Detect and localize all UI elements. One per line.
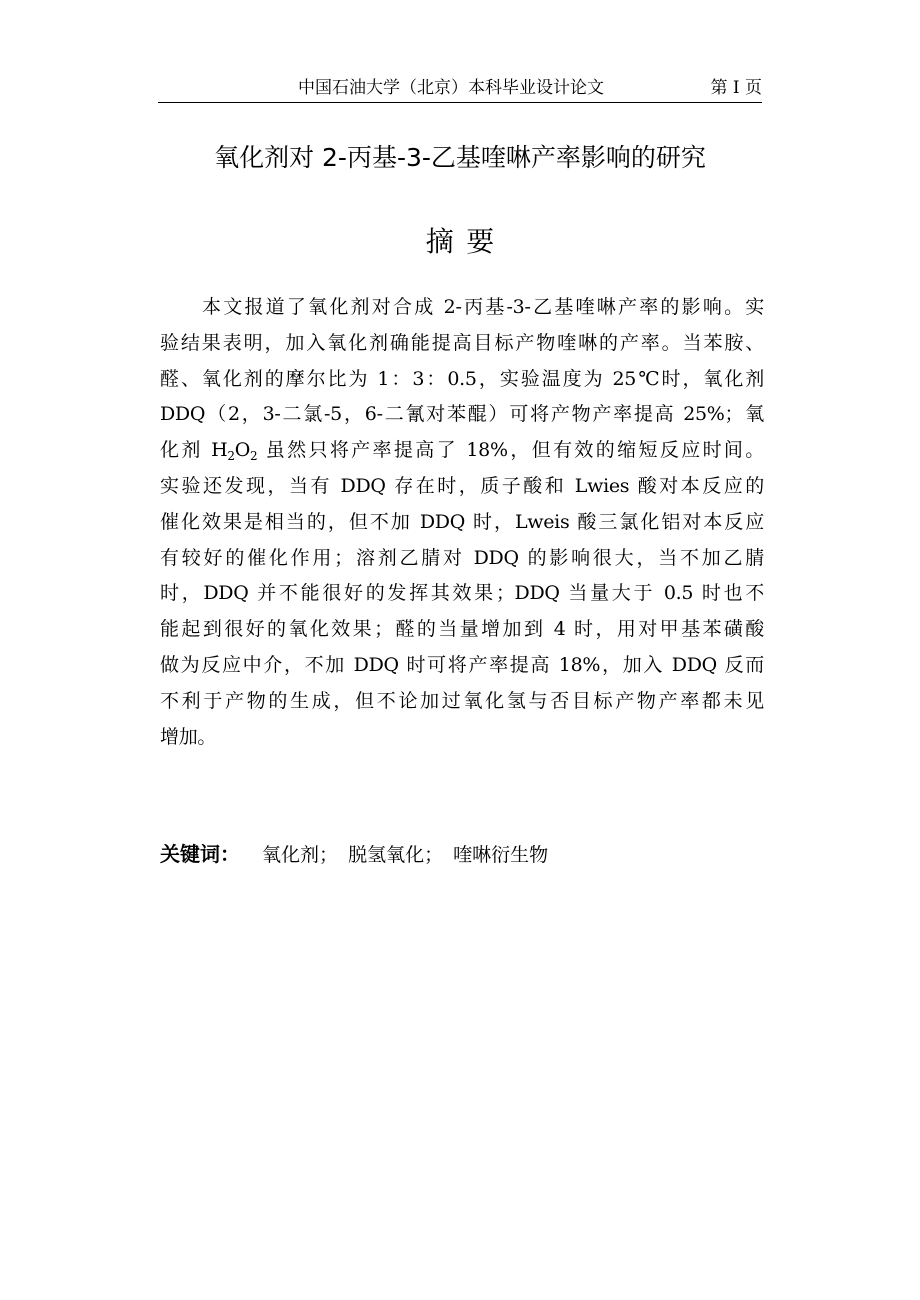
formula-text-after: 虽然只将产率提高了 18%，但有效的缩短反应时间。 (257, 439, 764, 462)
abstract-line: 催化效果是相当的，但不加 DDQ 时，Lweis 酸三氯化铝对本反应 (160, 510, 764, 533)
header-page-number: 第 I 页 (710, 78, 762, 98)
abstract-line: 验结果表明，加入氧化剂确能提高目标产物喹啉的产率。当苯胺、 (160, 331, 764, 354)
abstract-body (160, 290, 764, 755)
abstract-line: 醛、氧化剂的摩尔比为 1：3：0.5，实验温度为 25℃时，氧化剂 (160, 367, 764, 390)
keywords (160, 836, 764, 873)
abstract-line-formula (160, 433, 764, 469)
paper-title: 氧化剂对 2-丙基-3-乙基喹啉产率影响的研究 (214, 143, 706, 172)
formula-text-mid: O (234, 439, 251, 462)
abstract-line: 能起到很好的氧化效果；醛的当量增加到 4 时，用对甲基苯磺酸 (160, 618, 764, 641)
abstract-heading: 摘要 (425, 225, 507, 258)
abstract-line: 实验还发现，当有 DDQ 存在时，质子酸和 Lwies 酸对本反应的 (160, 474, 764, 497)
abstract-line: DDQ（2，3-二氯-5，6-二氰对苯醌）可将产物产率提高 25%；氧 (160, 403, 764, 426)
keywords-label: 关键词： (160, 842, 240, 866)
abstract-line: 不利于产物的生成，但不论加过氧化氢与否目标产物产率都未见 (160, 689, 764, 712)
keyword: 氧化剂； (262, 844, 339, 866)
abstract-line: 本文报道了氧化剂对合成 2-丙基-3-乙基喹啉产率的影响。实 (202, 296, 764, 318)
keyword: 喹啉衍生物 (453, 844, 549, 866)
header-title: 中国石油大学（北京）本科毕业设计论文 (298, 78, 604, 98)
abstract-line: 增加。 (160, 725, 217, 748)
abstract-line: 时，DDQ 并不能很好的发挥其效果；DDQ 当量大于 0.5 时也不 (160, 582, 764, 605)
keyword: 脱氢氧化； (348, 844, 444, 866)
formula-subscript: 2 (227, 449, 235, 464)
abstract-line: 有较好的催化作用；溶剂乙腈对 DDQ 的影响很大，当不加乙腈 (160, 546, 764, 569)
formula-subscript: 2 (250, 449, 258, 464)
abstract-line: 做为反应中介，不加 DDQ 时可将产率提高 18%，加入 DDQ 反而 (160, 653, 764, 676)
page-header (158, 74, 762, 103)
formula-text-before: 化剂 H (160, 439, 228, 462)
